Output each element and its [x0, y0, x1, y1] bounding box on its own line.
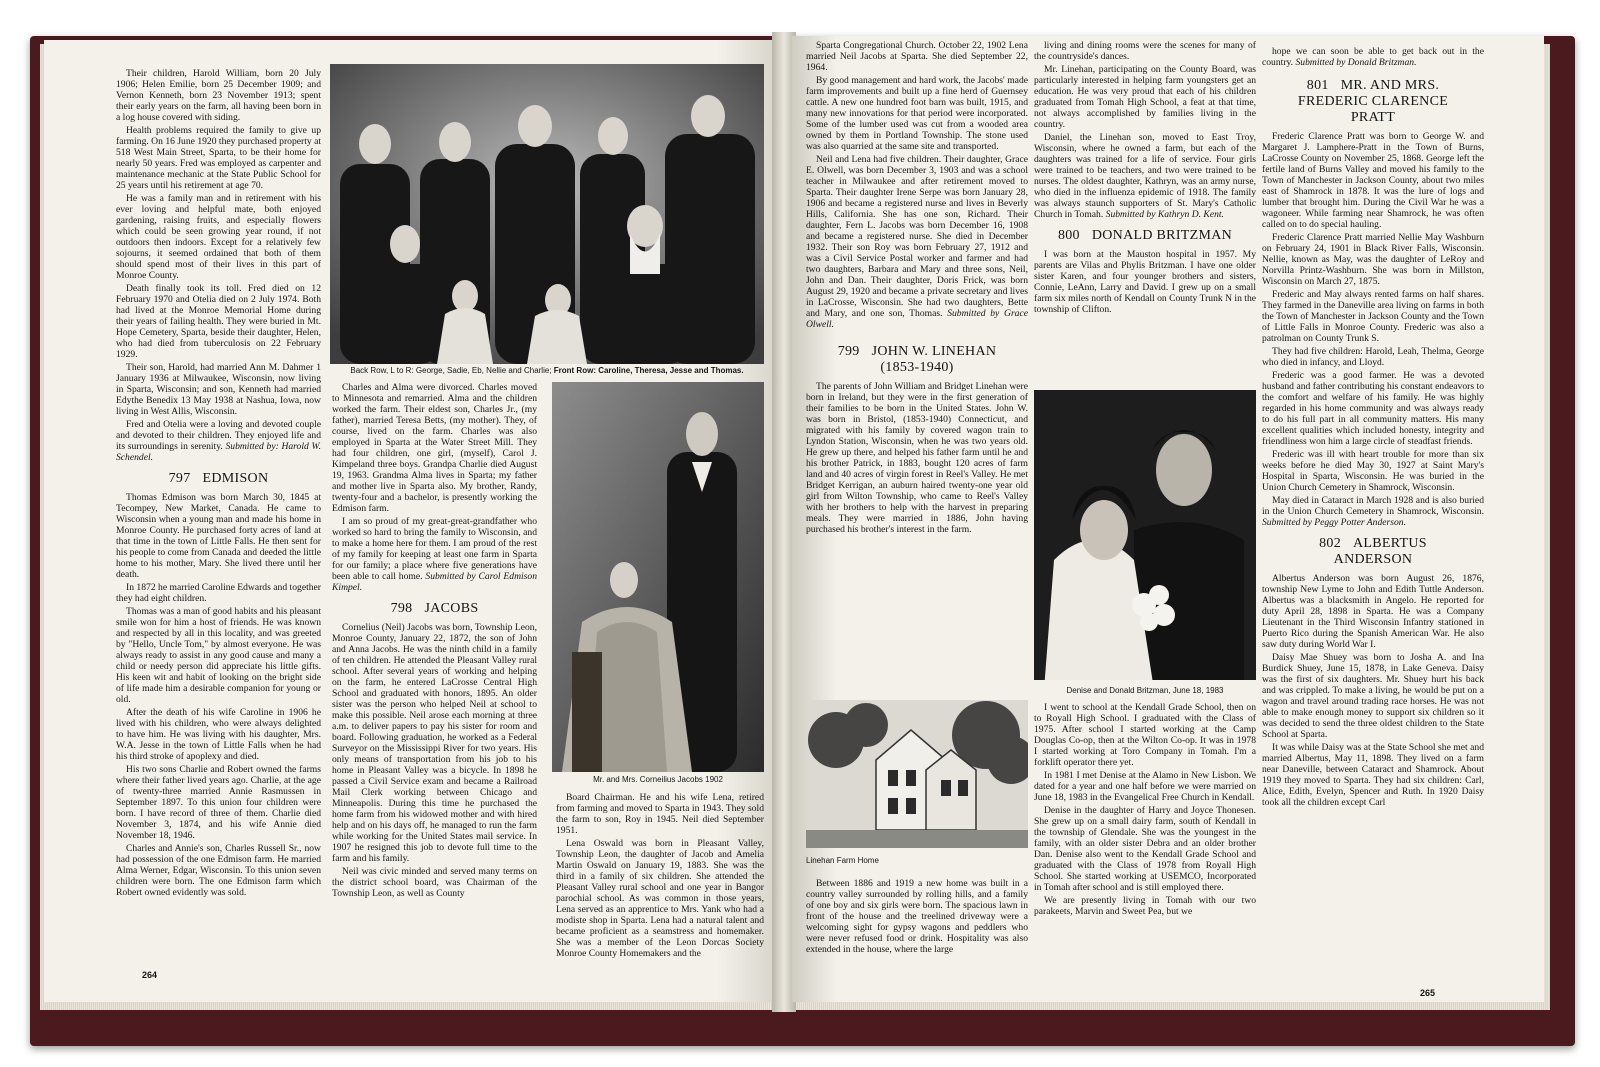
photo-caption: Denise and Donald Britzman, June 18, 1983 — [1066, 686, 1224, 695]
paragraph: Fred and Otelia were a loving and devoted couple and devoted to their children. They enjoyed life and its surroundings in serenity. Submitted by: Harold W. Schendel. — [116, 419, 322, 463]
right-col-2-bottom — [1034, 702, 1256, 919]
paragraph: Frederic and May always rented farms on half shares. They farmed in the Daneville area living on farms in both the Town of Manchester in Jackson County and the Town of Little Falls in Monroe County. Frederic was also a patrolman on County Trunk S. — [1262, 289, 1484, 344]
paragraph: In 1981 I met Denise at the Alamo in New Lisbon. We dated for a year and one half before we were married on June 18, 1983 in the Evangelical Free Church in Kendall. — [1034, 770, 1256, 803]
paragraph: Daniel, the Linehan son, moved to East Troy, Wisconsin, where he owned a farm, but each of the daughters was trained for a life of service. Four girls were trained to be teachers, and two were trained to be nurses. The oldest daughter, Kathryn, was an army nurse, who died in the influenza epidemic of 1918. The family was always staunch supporters of St. Mary's Catholic Church in Tomah. Submitted by Kathryn D. Kent. — [1034, 132, 1256, 220]
paragraph: In 1872 he married Caroline Edwards and together they had eight children. — [116, 582, 321, 604]
paragraph: Neil and Lena had five children. Their daughter, Grace E. Olwell, was born December 3, 1903 and was a school teacher in Milwaukee and after retirement moved to Sparta. Their daughter Irene Serpe was born January 28, 1906 and became a registered nurse and lives in Beverly Hills, California. She has one son, Richard. Their daughter, Fern L. Jacobs was born December 16, 1908 and became a registered nurse. She died in December 1932. Their son Roy was born February 27, 1912 and was a Civil Service Postal worker and farmer and had two daughters, Barbara and Mary and three sons, Neil, John and Dan. Their daughter, Doris Frick, was born August 29, 1920 and became a private secretary and lives in LaCrosse, Wisconsin. She had two daughters, Bette and Mary, and one son, Thomas. Submitted by Grace Olwell. — [806, 154, 1028, 330]
left-col-1 — [116, 68, 321, 900]
paragraph: His two sons Charlie and Robert owned the farms where their father lived years ago. Charlie, at the age of twenty-three married Annie Rasmussen in September 1897. To this union four children were born. I have record of three of them. Charlie died November 3, 1874, and his wife Annie died November 18, 1946. — [116, 764, 321, 841]
page-number: 265 — [1420, 988, 1436, 998]
paragraph: He was a family man and in retirement with his ever loving and helpful mate, both enjoyed gardening, raising fruits, and especially flowers which could be seen growing year round, if not outdoors then indoors. Except for a relatively few sojourns, it seemed ordained that both of them should spend most of their lives in this part of Monroe County. — [116, 193, 321, 281]
section-heading-800: 800 DONALD BRITZMAN — [1057, 228, 1233, 243]
britzman-wedding-photo — [1034, 390, 1256, 680]
paragraph: hope we can soon be able to get back out in the country. Submitted by Donald Britzman. — [1262, 46, 1484, 68]
photo-caption: Back Row, L to R: George, Sadie, Eb, Nellie and Charlie; Front Row: Caroline, Theresa, Jesse and Thomas. — [350, 366, 744, 375]
linehan-farm-photo — [806, 700, 1028, 848]
right-col-1 — [806, 40, 1028, 537]
paragraph: Lena Oswald was born in Pleasant Valley, Township Leon, the daughter of Jacob and Amelia Martin Oswald on January 19, 1883. She was the third in a family of six children. She attended the Pleasant Valley rural school and one year in Bangor parochial school. As was common in those years, Lena served as an apprentice to Mrs. Yank who had a modiste shop in Sparta. Lena had a natural talent and became proficient as a seamstress and homemaker. She was a member of the Leon Dorcas Society Monroe County Homemakers and the — [556, 838, 764, 959]
paragraph: Frederic was ill with heart trouble for more than six weeks before he died May 30, 1927 at Saint Mary's Hospital in Sparta, Wisconsin. He was buried in the Union Church Cemetery in Shamrock, Wisconsin. — [1262, 449, 1484, 493]
paragraph: Sparta Congregational Church. October 22, 1902 Lena married Neil Jacobs at Sparta. She died September 22, 1964. — [806, 40, 1028, 73]
paragraph: Mr. Linehan, participating on the County Board, was particularly interested in helping farm youngsters get an education. He was very proud that each of his children graduated from Tomah High School, a feat at that time, not always accomplished by families living in the country. — [1034, 64, 1256, 130]
paragraph: living and dining rooms were the scenes for many of the countryside's dances. — [1034, 40, 1256, 62]
paragraph: They had five children: Harold, Leah, Thelma, George who died in infancy, and Lloyd. — [1262, 346, 1484, 368]
paragraph: Frederic was a good farmer. He was a devoted husband and father contributing his constant endeavors to the comfort and welfare of his family. He was highly regarded in his home community and was always ready to do his full part in all community matters. His many excellent qualities which included honesty, integrity and friendliness won him a large circle of steadfast friends. — [1262, 370, 1484, 447]
jacobs-wedding-photo — [552, 382, 764, 772]
paragraph: I was born at the Mauston hospital in 1957. My parents are Vilas and Phylis Britzman. I have one older sister Karen, and four younger brothers and sisters, Connie, LeAnn, Larry and David. I grew up on a small farm six miles north of Kendall on County Trunk N in the township of Clifton. — [1034, 249, 1256, 315]
left-col-2 — [332, 382, 537, 901]
signature: Submitted by: Harold W. Schendel. — [116, 441, 322, 463]
paragraph: Health problems required the family to give up farming. On 16 June 1920 they purchased property at 518 West Main Street, Sparta, to be their home for nearly 50 years. Fred was employed as carpenter and maintenance mechanic at the State Public School for 25 years until his retirement at age 70. — [116, 125, 321, 191]
paragraph: Death finally took its toll. Fred died on 12 February 1970 and Otelia died on 2 July 1974. Both had lived at the Monroe Memorial Home during their years of failing health. They were buried in Mt. Hope Cemetery, Sparta, beside their daughter, Helen, who had died from tuberculosis on 22 February 1929. — [116, 283, 321, 360]
paragraph: It was while Daisy was at the State School she met and married Albertus, May 11, 1898. They lived on a farm near Daneville, between Cataract and Shamrock. About 1919 they moved to Sparta. They had six children: Carl, Alice, Edith, Evelyn, Spencer and Ruth. In 1920 Daisy took all the children except Carl — [1262, 742, 1484, 808]
paragraph: Charles and Annie's son, Charles Russell Sr., now had possession of the one Edmison farm. He married Alma Werner, Edgar, Wisconsin. To this union seven children were born. The one Edmison farm which Robert owned evidently was sold. — [116, 843, 321, 898]
paragraph: We are presently living in Tomah with our two parakeets, Marvin and Sweet Pea, but we — [1034, 895, 1256, 917]
paragraph: Board Chairman. He and his wife Lena, retired from farming and moved to Sparta in 1943. They sold the farm to son, Roy in 1945. Neil died September 1951. — [556, 792, 764, 836]
signature: Submitted by Donald Britzman. — [1295, 57, 1417, 68]
paragraph: Neil was civic minded and served many terms on the district school board, was Chairman of the Township Leon, as well as County — [332, 866, 537, 899]
paragraph: Albertus Anderson was born August 26, 1876, township New Lyme to John and Edith Tuttle Anderson. Albertus was a blacksmith in Angelo. He reported for duty April 28, 1898 in Sparta. He was a Company Lieutenant in the Third Wisconsin Infantry stationed in Puerto Rico during the Spanish American War. He also saw duty during World War I. — [1262, 573, 1484, 650]
signature: Submitted by Peggy Potter Anderson. — [1262, 517, 1406, 528]
photo-caption: Mr. and Mrs. Corneilius Jacobs 1902 — [593, 775, 723, 784]
paragraph: Thomas Edmison was born March 30, 1845 at Tecompey, New Market, Canada. He came to Wisconsin when a young man and made his home in Monroe County. He purchased forty acres of land at that time in the town of Little Falls. He then sent for his people to come from Canada and deeded the little home to his mother, Mary. She lived there until her death. — [116, 492, 321, 580]
right-page — [792, 36, 1544, 1002]
paragraph: Their son, Harold, had married Ann M. Dahmer 1 January 1936 at Milwaukee, Wisconsin, now living in Sparta, Wisconsin; and son, Kenneth had married Edythe Benedix 13 May 1938 at Nashua, Iowa, now living in West Allis, Wisconsin. — [116, 362, 321, 417]
section-heading-799: 799 JOHN W. LINEHAN (1853-1940) — [837, 344, 997, 375]
right-col-2 — [1034, 40, 1256, 317]
section-heading-798: 798 JACOBS — [390, 601, 479, 616]
paragraph: After the death of his wife Caroline in 1906 he lived with his children, who were always delighted to have him. He was living with his daughter, Mrs. W.A. Jesse in the town of Little Falls when he had his third stroke of apoplexy and died. — [116, 707, 321, 762]
paragraph: Daisy Mae Shuey was born to Josha A. and Ina Burdick Shuey, June 15, 1878, in Lake Geneva. Daisy was the first of six daughters. Mr. Shuey hurt his back and was crippled. To make a living, he would be put on a wagon and travel around trading race horses. He was not able to make enough money to support six children so it was decided to send the three oldest children to the State School at Sparta. — [1262, 652, 1484, 740]
section-heading-797: 797 EDMISON — [168, 471, 269, 486]
paragraph: Between 1886 and 1919 a new home was built in a country valley surrounded by rolling hills, and a family of one boy and six girls were born. The spacious lawn in front of the house and the treelined driveway were a welcoming sight for gypsy wagons and peddlers who were never refused food or drink. Hospitality was also extended in the house, where the large — [806, 878, 1028, 955]
page-number: 264 — [142, 970, 158, 980]
right-col-1-bottom — [806, 878, 1028, 957]
paragraph: The parents of John William and Bridget Linehan were born in Ireland, but they were in the first generation of their families to be born in the United States. John W. was born in Bristol, (1853-1940) Connecticut, and migrated with his family by covered wagon train to Lyndon Station, Wisconsin, when he was two years old. He grew up there, and helped his father farm until he and his brother Patrick, in 1883, bought 120 acres of farm land and 40 acres of virgin forest in Reel's Valley. He met Bridget Kerrigan, an auburn haired twenty-one year old girl from Wilton Township, who came to Reel's Valley with her brothers to help with the harvest in preparing meals. They were married in 1886, John having purchased his brother's interest in the farm. — [806, 381, 1028, 535]
paragraph: Frederic Clarence Pratt married Nellie May Washburn on February 24, 1901 in Black River Falls, Wisconsin. Nellie, known as May, was the daughter of LeRoy and Norvilla Printz-Washburn. She was born in Millston, Wisconsin on March 27, 1875. — [1262, 232, 1484, 287]
paragraph: Frederic Clarence Pratt was born to George W. and Margaret J. Lamphere-Pratt in the Town of Burns, LaCrosse County on November 25, 1868. George left the fertile land of Burns Valley and moved his family to the Town of Manchester in Jackson County, about two miles east of Shamrock in 1878. It was the lure of logs and lumber that brought him. During the Civil War he was a wagoneer. While farming near Shamrock, he was often called on to do special hauling. — [1262, 131, 1484, 230]
photo-caption: Linehan Farm Home — [806, 856, 879, 865]
paragraph: I am so proud of my great-great-grandfather who worked so hard to bring the family to Wisconsin, and to make a home here for them. I am proud of the rest of my family for keeping at least one farm in Sparta for our family; a place where five generations have been able to call home. Submitted by Carol Edmison Kimpel. — [332, 516, 537, 593]
right-col-3 — [1262, 46, 1484, 810]
section-heading-802: 802 ALBERTUS ANDERSON — [1319, 536, 1427, 567]
paragraph: May died in Cataract in March 1928 and is also buried in the Union Church Cemetery in Shamrock, Wisconsin. Submitted by Peggy Potter Anderson. — [1262, 495, 1484, 528]
signature: Submitted by Grace Olwell. — [806, 308, 1028, 330]
paragraph: Thomas was a man of good habits and his pleasant smile won for him a host of friends. He was known and respected by all in this locality, and was greeted by "Hello, Uncle Tom," by almost everyone. He was always ready to assist in any good cause and many a child or needy person did appreciate his little gifts. His keen wit and habit of looking on the bright side of life made him a desirable companion for young or old. — [116, 606, 321, 705]
paragraph: I went to school at the Kendall Grade School, then on to Royall High School. I graduated with the Class of 1975. After school I started working at the Camp Douglas Co-op, then at the Wilton Co-op. It was in 1978 I started working at Toro Company in Tomah. I'm a forklift operator there yet. — [1034, 702, 1256, 768]
left-page — [44, 40, 776, 1002]
paragraph: Their children, Harold William, born 20 July 1906; Helen Emilie, born 25 December 1909; and Vernon Kenneth, born 23 November 1913; spent their early years on the farm, all having been born in a log house covered with siding. — [116, 68, 321, 123]
paragraph: Cornelius (Neil) Jacobs was born, Township Leon, Monroe County, January 22, 1872, the son of John and Anna Jacobs. He was the ninth child in a family of ten children. He attended the Pleasant Valley rural school. After several years of working and helping on the farm, he entered LaCrosse Central High School and graduated with honors, 1895. An older sister was the person who helped Neil at school to make this possible. Neil arose each morning at three a.m. to deliver papers to pay his sister for room and board. Following graduation, he worked as a Federal Surveyor on the Mississippi River for two years. His only means of transportation from his job to his home in Pleasant Valley was a bicycle. In 1898 he passed a Civil Service exam and became a Railroad Mail Clerk working between Chicago and Minneapolis. During this time he purchased the home farm from his widowed mother and with hired help and on his days off, he managed to run the farm while working for the United States mail service. In 1907 he resigned this job to devote full time to the farm and his family. — [332, 622, 537, 864]
paragraph: Charles and Alma were divorced. Charles moved to Minnesota and remarried. Alma and the children worked the farm. Their eldest son, Charles Jr., (my father), married Teresa Betts, (my mother). They, of course, lived on the farm. Charles was also employed in Sparta at the Water Street Mill. They had four children, one girl, (myself), Carol J. Kimpeland three boys. Grandpa Charlie died August 19, 1963. Grandma Alma lives in Sparta; my father and mother live in Sparta also. My brother, Randy, twenty-four and a bachelor, is presently working the Edmison farm. — [332, 382, 537, 514]
paragraph: By good management and hard work, the Jacobs' made farm improvements and built up a fine herd of Guernsey cattle. A new one hundred foot barn was built, 1915, and many new innovations for that period were incorporated. Some of the lumber used was cut from a wooded area owned by them in Portland Township. The stone used was also quarried at the same site and transported. — [806, 75, 1028, 152]
edmison-family-photo — [330, 64, 764, 364]
paragraph: Denise in the daughter of Harry and Joyce Thonesen. She grew up on a small dairy farm, south of Kendall in the township of Glendale. She was the youngest in the family, with an older sister Debra and an older brother Dan. Denise also went to the Kendall Grade School and graduated with the Class of 1978 from Royall High School. She started working at USEMCO, Incorporated in Tomah after school and is still employed there. — [1034, 805, 1256, 893]
section-heading-801: 801 MR. AND MRS. FREDERIC CLARENCE PRATT — [1297, 78, 1449, 125]
signature: Submitted by Kathryn D. Kent. — [1105, 209, 1224, 220]
left-col-3 — [556, 792, 764, 961]
signature: Submitted by Carol Edmison Kimpel. — [332, 571, 537, 593]
